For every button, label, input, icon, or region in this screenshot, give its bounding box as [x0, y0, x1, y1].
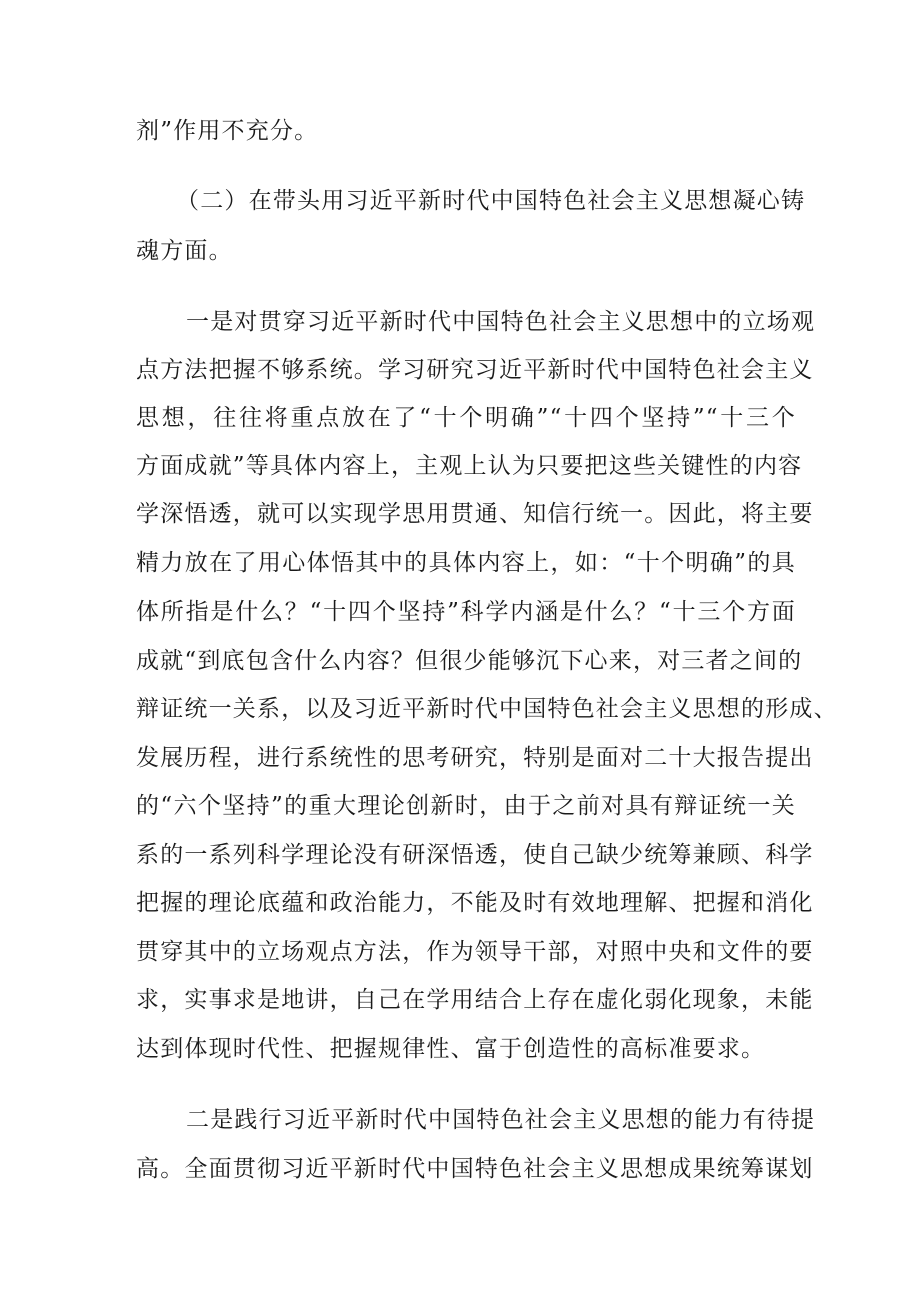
- paragraph-line: 求，实事求是地讲，自己在学用结合上存在虚化弱化现象，未能: [136, 987, 814, 1013]
- paragraph-line: 方面成就”等具体内容上，主观上认为只要把这些关键性的内容: [136, 453, 803, 479]
- paragraph-line: 体所指是什么？“十四个坚持”科学内涵是什么？“十三个方面: [136, 599, 796, 625]
- paragraph-line: 一是对贯穿习近平新时代中国特色社会主义思想中的立场观: [186, 309, 816, 335]
- paragraph-line: 点方法把握不够系统。学习研究习近平新时代中国特色社会主义: [136, 357, 814, 383]
- paragraph-line: 精力放在了用心体悟其中的具体内容上，如：“十个明确”的具: [136, 550, 796, 576]
- paragraph-line: 二是践行习近平新时代中国特色社会主义思想的能力有待提: [186, 1107, 816, 1133]
- paragraph-line: 贯穿其中的立场观点方法，作为领导干部，对照中央和文件的要: [136, 939, 814, 965]
- paragraph-line: 思想，往往将重点放在了“十个明确”“十四个坚持”“十三个: [136, 405, 796, 431]
- paragraph-line: 系的一系列科学理论没有研深悟透，使自己缺少统筹兼顾、科学: [136, 842, 814, 868]
- paragraph-line: 高。全面贯彻习近平新时代中国特色社会主义思想成果统筹谋划: [136, 1156, 814, 1182]
- section-heading-line: 魂方面。: [136, 238, 233, 264]
- paragraph-line: 学深悟透，就可以实现学思用贯通、知信行统一。因此，将主要: [136, 501, 814, 527]
- paragraph-line: 发展历程，进行系统性的思考研究，特别是面对二十大报告提出: [136, 745, 814, 771]
- paragraph-line: 的“六个坚持”的重大理论创新时，由于之前对具有辩证统一关: [136, 793, 796, 819]
- section-heading-line: （二）在带头用习近平新时代中国特色社会主义思想凝心铸: [176, 188, 806, 214]
- paragraph-line: 达到体现时代性、把握规律性、富于创造性的高标准要求。: [136, 1036, 766, 1062]
- paragraph-line: 把握的理论底蕴和政治能力，不能及时有效地理解、把握和消化: [136, 890, 814, 916]
- paragraph-line: 辩证统一关系，以及习近平新时代中国特色社会主义思想的形成、: [136, 696, 838, 722]
- paragraph-line: 剂”作用不充分。: [136, 118, 319, 144]
- paragraph-line: 成就“到底包含什么内容？但很少能够沉下心来，对三者之间的: [136, 648, 803, 674]
